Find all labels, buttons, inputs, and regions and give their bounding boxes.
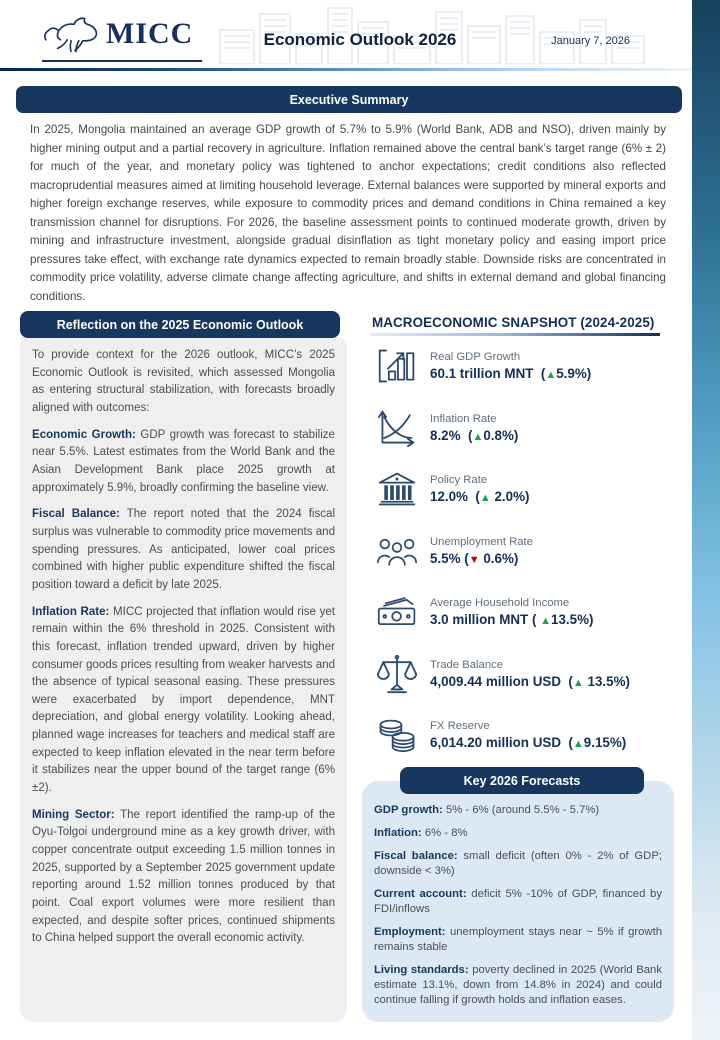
delta-text: 0.8%) xyxy=(483,427,519,443)
page-edge-gradient xyxy=(692,0,720,1040)
coins-icon xyxy=(377,716,417,754)
stat-label: Trade Balance xyxy=(430,658,504,671)
forecast-item xyxy=(374,849,662,880)
up-triangle-icon: ▲ xyxy=(479,492,491,504)
stat-value xyxy=(430,551,533,566)
forecast-item xyxy=(374,826,662,841)
value-text: 8.2% xyxy=(430,427,461,443)
forecast-item xyxy=(374,925,662,956)
forecasts-box xyxy=(362,781,674,1022)
forecast-item xyxy=(374,963,662,1009)
paren-open: ( xyxy=(533,366,546,381)
stat-text xyxy=(430,536,533,566)
snapshot-list xyxy=(377,344,677,757)
stat-trade-balance xyxy=(377,652,677,696)
down-triangle-icon: ▼ xyxy=(468,553,480,566)
paragraph-text: MICC projected that inflation would rise yet remain within the 6% threshold in 2025. Consistent with this forecast, inflation trended upward, driven by higher consumer goods prices resulting from weaker harvests and the absence of typical seasonal easing. These pressures were exacerbated by import dependence, MNT depreciation, and global energy volatility. Looking ahead, planned wage increases for teachers and medical staff are expected to keep inflation elevated in the near term before it stabilizes near the upper bound of the target range (6% ±2). xyxy=(32,605,336,795)
forecast-text: deficit 5% -10% of GDP, financed by FDI/inflows xyxy=(374,887,662,915)
header-divider xyxy=(0,68,692,71)
paragraph-text: The report noted that the 2024 fiscal surplus was vulnerable to commodity price movements and spending pressures. As anticipated, lower coal prices combined with higher public expenditure shifted the fiscal position toward a deficit by late 2025. xyxy=(32,508,336,591)
paren-open: ( xyxy=(560,673,573,689)
stat-label: FX Reserve xyxy=(430,720,490,732)
banknote-icon xyxy=(377,595,417,629)
stat-label: Unemployment Rate xyxy=(430,535,533,548)
paren-open: ( xyxy=(528,612,541,627)
stat-average-household-income xyxy=(377,590,677,634)
reflection-heading: Reflection on the 2025 Economic Outlook xyxy=(56,317,304,332)
forecast-item xyxy=(374,887,662,918)
people-icon xyxy=(377,535,417,567)
value-text: 5.5% xyxy=(430,550,461,566)
forecast-text: poverty declined in 2025 (World Bank estimate 13.1%, down from 14.8% in 2024) and could continue falling if growth holds and inflation eases. xyxy=(374,963,662,1006)
up-triangle-icon: ▲ xyxy=(572,676,584,689)
reflection-paragraph xyxy=(32,807,335,948)
stat-text xyxy=(430,720,626,750)
forecast-lead: Fiscal balance: xyxy=(374,849,458,862)
paragraph-lead: Fiscal Balance: xyxy=(32,508,120,521)
value-text: 3.0 million MNT xyxy=(430,612,529,627)
stat-label: Real GDP Growth xyxy=(430,351,521,363)
stat-text xyxy=(430,474,529,504)
forecast-lead: Inflation: xyxy=(374,826,422,839)
forecast-item xyxy=(374,803,662,818)
forecast-text: small deficit (often 0% - 2% of GDP; downside < 3%) xyxy=(374,849,663,877)
forecast-lead: Employment: xyxy=(374,925,446,938)
forecast-lead: Living standards: xyxy=(374,963,469,976)
executive-summary-heading: Executive Summary xyxy=(289,92,409,107)
forecast-text: 6% - 8% xyxy=(421,826,468,839)
stat-value xyxy=(430,366,591,381)
delta-text: 2.0%) xyxy=(490,489,530,504)
value-text: 12.0% xyxy=(430,489,468,504)
forecast-lead: GDP growth: xyxy=(374,804,443,816)
stat-fx-reserve xyxy=(377,713,677,757)
brand-name: MICC xyxy=(106,17,194,50)
paren-open: ( xyxy=(460,427,473,443)
reflection-intro: To provide context for the 2026 outlook, MICC’s 2025 Economic Outlook is revisited, which assessed Mongolia as entering structural stabilization, with forecasts broadly aligned with outcomes: xyxy=(32,349,335,414)
up-triangle-icon: ▲ xyxy=(572,738,584,750)
reflection-box xyxy=(20,337,347,1022)
forecast-text: unemployment stays near ~ 5% if growth remains stable xyxy=(374,925,662,953)
paren-open: ( xyxy=(467,489,480,504)
executive-summary-banner xyxy=(16,86,682,113)
stat-text xyxy=(430,597,593,627)
stat-inflation-rate xyxy=(377,406,677,450)
growth-chart-icon xyxy=(377,346,417,386)
stat-text xyxy=(430,659,630,689)
stat-label: Average Household Income xyxy=(430,597,570,609)
delta-text: 13.5%) xyxy=(551,612,594,627)
scales-icon xyxy=(377,653,417,695)
stat-label: Policy Rate xyxy=(430,474,488,486)
paragraph-text: GDP growth was forecast to stabilize near 5.5%. Latest estimates from the World Bank and the Asian Development Bank place 2025 growth at approximately 5.9%, broadly confirming the baseline view. xyxy=(32,428,335,494)
reflection-paragraph xyxy=(32,604,335,798)
inflation-curve-icon xyxy=(377,407,417,449)
delta-text: 5.9%) xyxy=(556,366,592,381)
value-text: 60.1 trillion MNT xyxy=(430,366,534,381)
delta-text: 9.15%) xyxy=(583,735,627,750)
snapshot-divider xyxy=(370,333,660,336)
page-title: Economic Outlook 2026 xyxy=(263,30,457,49)
up-triangle-icon: ▲ xyxy=(472,430,484,443)
paragraph-text: The report identified the ramp-up of the Oyu-Tolgoi underground mine as a key growth driver, with copper concentrate output exceeding 1.5 million tonnes in 2025, supported by a September 2025 government update reporting around 1.52 million tonnes produced by that point. Coal export volumes were more resilient than expected, and despite softer prices, continued shipments to China helped support the overall economic activity. xyxy=(32,808,336,945)
forecasts-heading: Key 2026 Forecasts xyxy=(463,773,581,788)
forecast-text: 5% - 6% (around 5.5% - 5.7%) xyxy=(442,804,600,816)
stat-text xyxy=(430,413,518,443)
page-header xyxy=(0,0,692,68)
report-date: January 7, 2026 xyxy=(551,35,630,47)
forecast-lead: Current account: xyxy=(374,887,467,900)
stat-real-gdp-growth xyxy=(377,344,677,388)
paragraph-lead: Inflation Rate: xyxy=(32,605,110,618)
reflection-paragraph xyxy=(32,427,335,498)
stat-policy-rate xyxy=(377,467,677,511)
stat-unemployment-rate xyxy=(377,529,677,573)
forecasts-banner xyxy=(400,767,644,794)
up-triangle-icon: ▲ xyxy=(540,615,552,627)
snapshot-heading: MACROECONOMIC SNAPSHOT (2024-2025) xyxy=(372,315,655,330)
stat-label: Inflation Rate xyxy=(430,412,497,425)
paren-open: ( xyxy=(460,550,469,566)
reflection-banner xyxy=(20,311,340,338)
paren-open: ( xyxy=(560,735,573,750)
bank-icon xyxy=(377,469,417,509)
reflection-paragraph xyxy=(32,506,335,594)
stat-text xyxy=(430,351,591,381)
executive-summary-text: In 2025, Mongolia maintained an average GDP growth of 5.7% to 5.9% (World Bank, ADB and NSO), driven mainly by higher mining output and a partial recovery in agriculture. Inflation remained above the central bank’s target range (6% ± 2) for much of the year, and monetary policy was tightened to anchor expectations; credit conditions also reflected macroprudential measures aimed at limiting household leverage. External balances were supported by mineral exports and higher foreign exchange reserves, while exposure to commodity prices and demand conditions in China remained a key transmission channel for disruptions. For 2026, the baseline assessment points to continued moderate growth, driven by mining and infrastructure investment, alongside gradual disinflation as tight monetary policy and easing import price pressures take effect, with exchange rate dynamics expected to remain broadly stable. Downside risks are concentrated in commodity price volatility, adverse climate change affecting agriculture, and shifts in external demand and global financing conditions. xyxy=(30,123,666,303)
horse-icon xyxy=(42,11,104,57)
value-text: 6,014.20 million USD xyxy=(430,735,561,750)
stat-value xyxy=(430,489,529,504)
micc-logo xyxy=(42,8,202,62)
paragraph-lead: Mining Sector: xyxy=(32,808,115,821)
value-text: 4,009.44 million USD xyxy=(430,673,561,689)
paragraph-lead: Economic Growth: xyxy=(32,428,136,441)
up-triangle-icon: ▲ xyxy=(545,369,557,381)
delta-text: 0.6%) xyxy=(479,550,519,566)
delta-text: 13.5%) xyxy=(583,673,630,689)
stat-value xyxy=(430,674,630,689)
stat-value xyxy=(430,612,593,627)
stat-value xyxy=(430,428,518,443)
stat-value xyxy=(430,735,626,750)
